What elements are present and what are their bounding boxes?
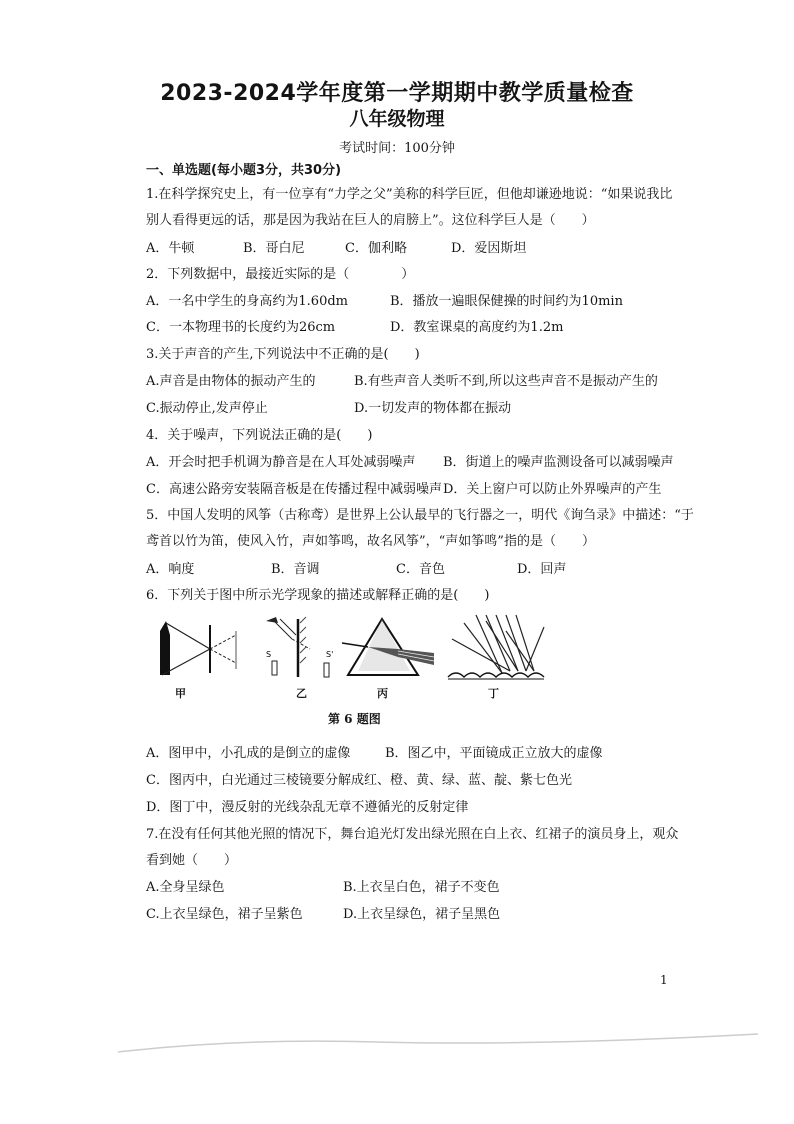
- exam-time: 考试时间：100分钟: [339, 141, 455, 156]
- figure-jia-pinhole: [152, 613, 242, 681]
- q4-stem: 4．关于噪声，下列说法正确的是( ): [146, 428, 373, 443]
- figure-label-jia: 甲: [175, 687, 186, 700]
- q6-option-d: D．图丁中，漫反射的光线杂乱无章不遵循光的反射定律: [146, 800, 469, 815]
- section-heading: 一、单选题(每小题3分，共30分): [146, 163, 342, 178]
- svg-text:S': S': [326, 650, 334, 659]
- q7-option-d: D.上衣呈绿色，裙子呈黑色: [343, 907, 501, 922]
- q5-option-d: D．回声: [517, 562, 567, 577]
- q3-option-d: D.一切发声的物体都在振动: [354, 401, 512, 416]
- page-number: 1: [660, 973, 668, 987]
- q5-option-c: C．音色: [396, 562, 445, 577]
- q5-stem-line1: 5．中国人发明的风筝（古称鸢）是世界上公认最早的飞行器之一，明代《询刍录》中描述：“于: [146, 508, 694, 523]
- figure-ding-diffuse-reflection: [446, 613, 546, 683]
- figure-bing-prism: [338, 613, 438, 683]
- q7-option-c: C.上衣呈绿色，裙子呈紫色: [146, 907, 303, 922]
- exam-subtitle: 八年级物理: [349, 108, 445, 130]
- q6-stem: 6．下列关于图中所示光学现象的描述或解释正确的是( ): [146, 588, 490, 603]
- figure-label-bing: 丙: [377, 687, 388, 700]
- q1-option-c: C．伽利略: [345, 241, 407, 256]
- figure-label-ding: 丁: [488, 687, 499, 700]
- q2-stem: 2．下列数据中，最接近实际的是（ ）: [146, 267, 415, 282]
- q4-option-b: B．街道上的噪声监测设备可以减弱噪声: [443, 455, 674, 470]
- q4-option-c: C．高速公路旁安装隔音板是在传播过程中减弱噪声: [146, 482, 442, 497]
- q5-option-a: A．响度: [146, 562, 195, 577]
- q3-stem: 3.关于声音的产生,下列说法中不正确的是( ): [146, 347, 420, 362]
- q7-option-b: B.上衣呈白色，裙子不变色: [343, 880, 500, 895]
- q2-option-a: A．一名中学生的身高约为1.60dm: [146, 294, 348, 309]
- q2-option-c: C．一本物理书的长度约为26cm: [146, 320, 336, 335]
- q1-option-b: B．哥白尼: [243, 241, 305, 256]
- q1-stem-line2: 别人看得更远的话，那是因为我站在巨人的肩膀上”。这位科学巨人是（ ）: [146, 213, 595, 228]
- q7-stem-line1: 7.在没有任何其他光照的情况下，舞台追光灯发出绿光照在白上衣、红裙子的演员身上，观众: [146, 827, 679, 842]
- figure-label-yi: 乙: [296, 687, 307, 700]
- q2-option-b: B．播放一遍眼保健操的时间约为10min: [390, 294, 623, 309]
- exam-title: 2023-2024学年度第一学期期中教学质量检查: [160, 81, 634, 106]
- q6-option-b: B．图乙中，平面镜成正立放大的虚像: [385, 746, 603, 761]
- q3-option-a: A.声音是由物体的振动产生的: [146, 374, 316, 389]
- q6-option-c: C．图丙中，白光通过三棱镜要分解成红、橙、黄、绿、蓝、靛、紫七色光: [146, 773, 572, 788]
- svg-text:S: S: [266, 650, 272, 659]
- q1-option-a: A．牛顿: [146, 241, 195, 256]
- q4-option-a: A．开会时把手机调为静音是在人耳处减弱噪声: [146, 455, 416, 470]
- q3-option-b: B.有些声音人类听不到,所以这些声音不是振动产生的: [354, 374, 658, 389]
- q5-stem-line2: 鸢首以竹为笛，使风入竹，声如筝鸣，故名风筝”，“声如筝鸣”指的是（ ）: [146, 534, 595, 549]
- q2-option-d: D．教室课桌的高度约为1.2m: [390, 320, 564, 335]
- q7-option-a: A.全身呈绿色: [146, 880, 225, 895]
- scan-edge-smudge: [118, 1030, 758, 1060]
- q6-option-a: A．图甲中，小孔成的是倒立的虚像: [146, 746, 351, 761]
- figure-yi-plane-mirror: [262, 613, 342, 683]
- q5-option-b: B．音调: [271, 562, 320, 577]
- q1-option-d: D．爱因斯坦: [451, 241, 527, 256]
- q3-option-c: C.振动停止,发声停止: [146, 401, 268, 416]
- q4-option-d: D．关上窗户可以防止外界噪声的产生: [443, 482, 662, 497]
- figure-caption: 第 6 题图: [328, 712, 381, 726]
- q1-stem-line1: 1.在科学探究史上，有一位享有“力学之父”美称的科学巨匠，但他却谦逊地说：“如果说我比: [146, 187, 673, 202]
- q7-stem-line2: 看到她（ ）: [146, 853, 238, 868]
